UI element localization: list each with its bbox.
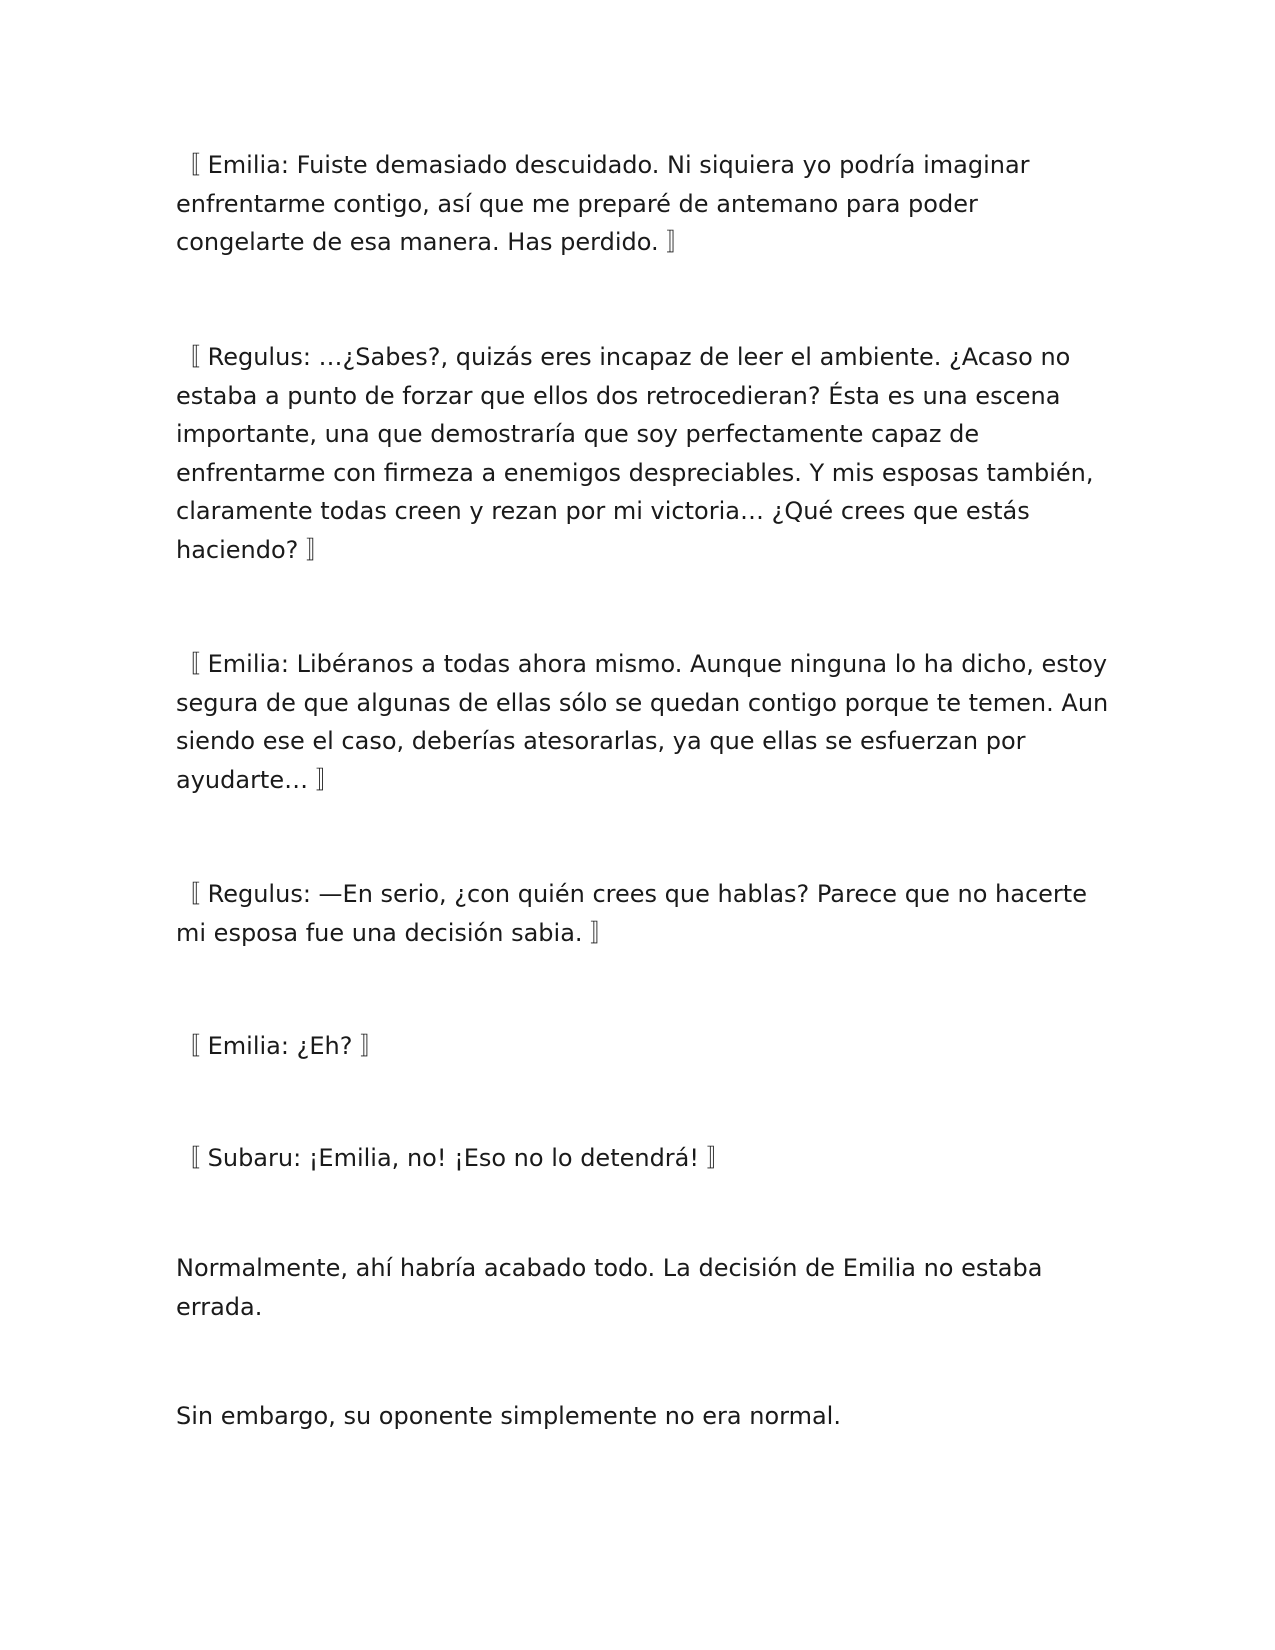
text-line: segura de que algunas de ellas sólo se quedan contigo porque te temen. Aun	[176, 688, 1109, 717]
text-line: enfrentarme con firmeza a enemigos despreciables. Y mis esposas también,	[176, 458, 1094, 487]
text-line: mi esposa fue una decisión sabia. 〛	[176, 918, 615, 947]
dialogue-paragraph-emilia-1	[176, 146, 1096, 262]
text-line: enfrentarme contigo, así que me preparé de antemano para poder	[176, 189, 978, 218]
text-line: estaba a punto de forzar que ellos dos retrocedieran? Ésta es una escena	[176, 381, 1061, 410]
text-line: errada.	[176, 1292, 263, 1321]
dialogue-paragraph-regulus-2	[176, 875, 1096, 952]
text-line: ayudarte… 〛	[176, 765, 340, 794]
dialogue-paragraph-subaru	[176, 1139, 1096, 1178]
text-line: 〚 Regulus: —En serio, ¿con quién crees que hablas? Parece que no hacerte	[176, 880, 1087, 908]
text-line: siendo ese el caso, deberías atesorarlas, ya que ellas se esfuerzan por	[176, 727, 1026, 756]
text-line: 〚 Emilia: Fuiste demasiado descuidado. Ni siquiera yo podría imaginar	[176, 151, 1030, 179]
text-line: 〚 Emilia: ¿Eh? 〛	[176, 1032, 385, 1060]
text-line: Normalmente, ahí habría acabado todo. La decisión de Emilia no estaba	[176, 1254, 1043, 1282]
narration-paragraph-2	[176, 1397, 1096, 1436]
text-line: importante, una que demostraría que soy perfectamente capaz de	[176, 420, 980, 449]
text-line: haciendo? 〛	[176, 535, 331, 564]
dialogue-paragraph-emilia-3	[176, 1027, 1096, 1066]
text-line: Sin embargo, su oponente simplemente no era normal.	[176, 1402, 841, 1430]
text-line: claramente todas creen y rezan por mi victoria… ¿Qué crees que estás	[176, 497, 1030, 526]
dialogue-paragraph-regulus-1	[176, 338, 1096, 570]
narration-paragraph-1	[176, 1249, 1096, 1326]
text-line: 〚 Emilia: Libéranos a todas ahora mismo. Aunque ninguna lo ha dicho, estoy	[176, 650, 1108, 678]
dialogue-paragraph-emilia-2	[176, 645, 1109, 799]
text-line: 〚 Subaru: ¡Emilia, no! ¡Eso no lo detendrá! 〛	[176, 1144, 731, 1172]
text-line: congelarte de esa manera. Has perdido. 〛	[176, 228, 691, 257]
text-line: 〚 Regulus: …¿Sabes?, quizás eres incapaz de leer el ambiente. ¿Acaso no	[176, 343, 1071, 371]
